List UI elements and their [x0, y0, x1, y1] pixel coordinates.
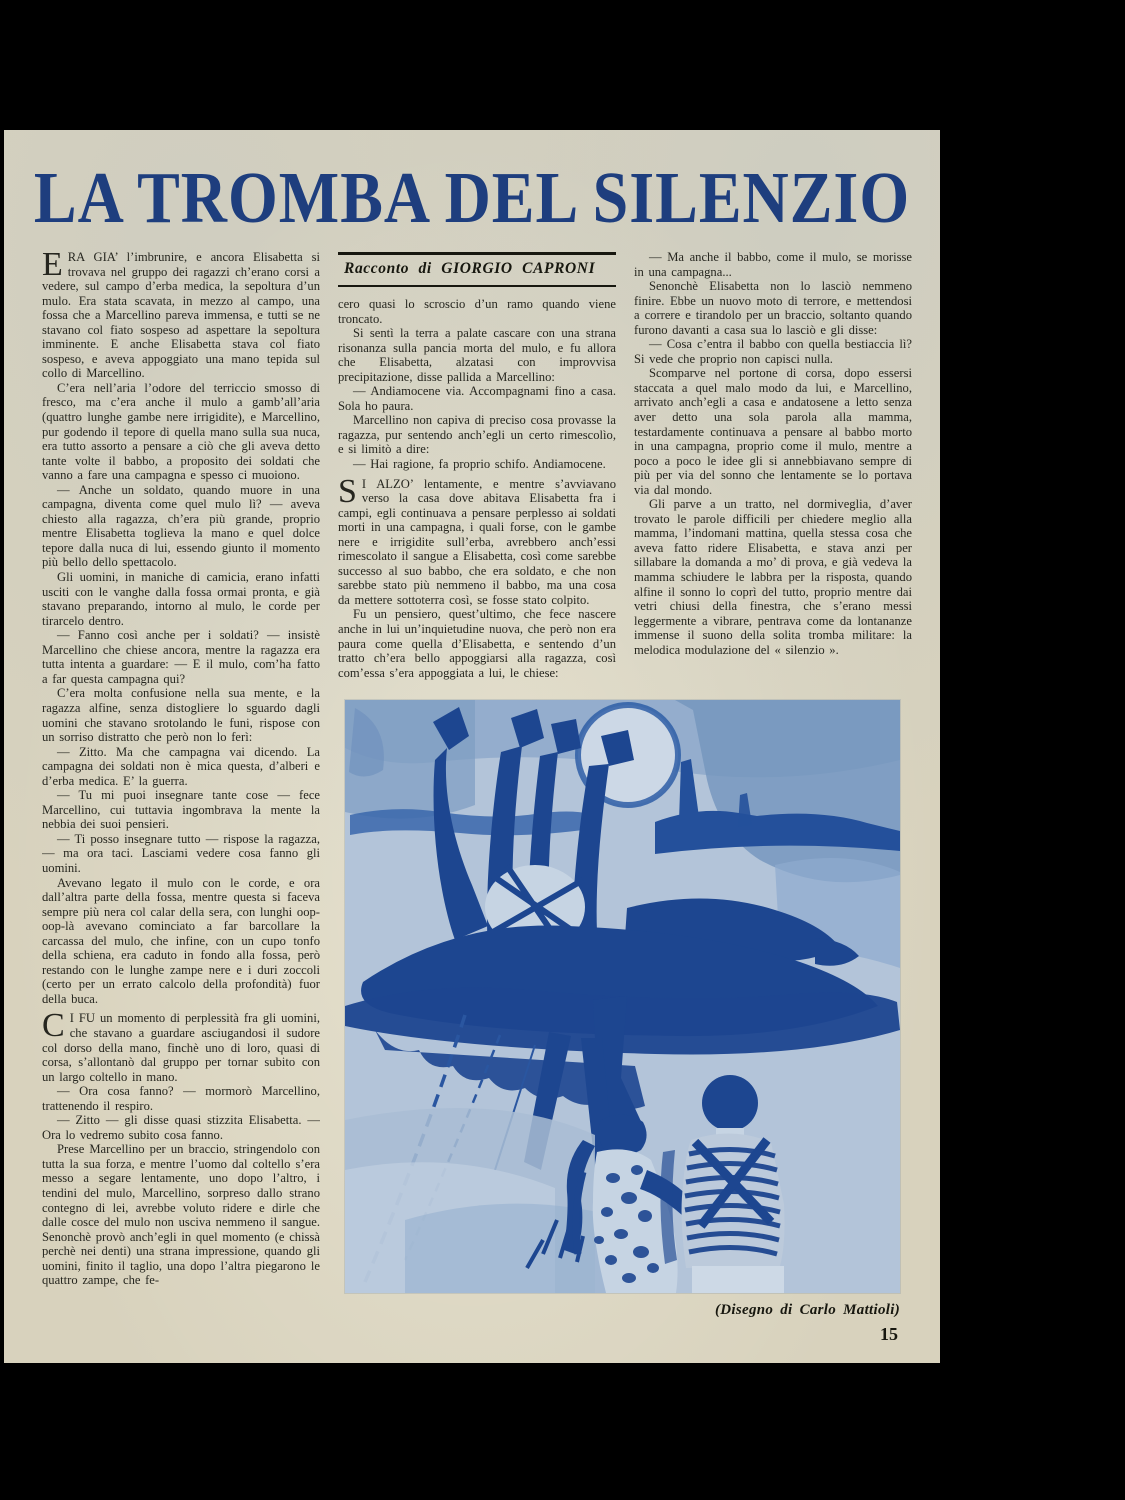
story-paragraph: — Ma anche il babbo, come il mulo, se morisse in una campagna... [634, 250, 912, 279]
story-paragraph: — Andiamocene via. Accompagnami fino a casa. Sola ho paura. [338, 384, 616, 413]
text-column-2-body [338, 297, 616, 680]
text-column-3 [634, 250, 912, 702]
story-paragraph: Gli uomini, in maniche di camicia, erano infatti usciti con le vanghe dalla fossa ormai pronta, e già stavano preparando, intorno al mulo, le corde per tirarcelo dentro. [42, 570, 320, 628]
magazine-paper [4, 130, 940, 1363]
story-paragraph: — Fanno così anche per i soldati? — insistè Marcellino che chiese ancora, mentre la ragazza era tutta intenta a guardare: — E il mulo, com’ha fatto a far questa campagna qui? [42, 628, 320, 686]
mule-burial-illustration [345, 700, 900, 1293]
drop-cap: S [338, 472, 357, 510]
story-paragraph: Senonchè Elisabetta non lo lasciò nemmeno finire. Ebbe un nuovo moto di terrore, e mettendosi a correre e tirandolo per un braccio, soltanto quando furono davanti a casa sua lo lasciò e gli disse: [634, 279, 912, 337]
page-number: 15 [880, 1324, 898, 1344]
text-column-1 [42, 250, 320, 1320]
text-column-2 [338, 250, 616, 702]
drop-cap: C [42, 1007, 65, 1045]
story-paragraph: C I FU un momento di perplessità fra gli uomini, che stavano a guardare asciugandosi il sudore col dorso della mano, finchè uno di loro, quasi di corsa, s’allontanò dal gruppo per tornar subito con un largo coltello in mano. [42, 1007, 320, 1084]
story-paragraph: Marcellino non capiva di preciso cosa provasse la ragazza, pur sentendo anch’egli un certo rimescolìo, e si limitò a dire: [338, 413, 616, 457]
story-paragraph: Fu un pensiero, quest’ultimo, che fece nascere anche in lui un’inquietudine nuova, che però non era paura come quella d’Elisabetta, e sentendo d’un tratto ch’era bello appoggiarsi alla ragazza, così com’essa s’era appoggiata a lui, le chiese: [338, 607, 616, 680]
story-paragraph: — Ti posso insegnare tutto — rispose la ragazza, — ma ora taci. Lasciami vedere cosa fanno gli uomini. [42, 831, 320, 875]
story-paragraph: C’era molta confusione nella sua mente, e la ragazza alfine, senza distogliere lo sguardo dagli uomini che stavano srotolando le funi, rispose con un sorriso distratto che però non lo ferì: [42, 686, 320, 745]
story-paragraph: — Hai ragione, fa proprio schifo. Andiamocene. [353, 457, 606, 472]
drop-cap: E [42, 250, 63, 283]
illustration-caption: (Disegno di Carlo Mattioli) [714, 1302, 900, 1318]
story-paragraph: Prese Marcellino per un braccio, stringendolo con tutta la sua forza, e mentre l’uomo dal coltello s’era messo a segare lentamente, uno dopo l’altro, i tendini del mulo, Marcellino, sorpreso dallo strano contegno di lei, avrebbe voluto ridere e dirle che dalle cosce del mulo non usciva nemmeno il sangue. Senonchè provò anch’egli in quel momento (e chissà perchè nei denti) una strana impressione, quando gli uomini, finito il taglio, una dopo l’altra piegarono le quattro zampe, che fe- [42, 1142, 320, 1288]
story-paragraph: cero quasi lo scroscio d’un ramo quando viene troncato. [338, 297, 616, 326]
story-paragraph: Gli parve a un tratto, nel dormiveglia, d’aver trovato le parole difficili per chiedere meglio alla mamma, l’indomani mattina, quella stessa cosa che aveva fatto ridere Elisabetta, e stava anzi per sillabare la domanda a mo’ di prova, e già vedeva la mamma schiudere le labbra per la risposta, quando alfine il sonno lo coprì del tutto, proprio mentre dai vetri chiusi della finestra, che s’erano messi leggermente a vibrare, pentrava come da lontananze immense il suono della solita tromba militare: la melodica modulazione del « silenzio ». [634, 497, 912, 657]
story-paragraph: — Cosa c’entra il babbo con quella bestiaccia lì? Si vede che proprio non capisci nulla. [634, 337, 912, 366]
story-paragraph: — Anche un soldato, quando muore in una campagna, diventa come quel mulo lì? — aveva chiesto alla ragazza, ch’era più grande, proprio mentre Elisabetta toglieva la mano e quel dolce tepore dalla nuca di lui, essendo giunto il momento più bello dello spettacolo. [42, 482, 320, 570]
story-paragraph: — Ora cosa fanno? — mormorò Marcellino, trattenendo il respiro. [42, 1084, 320, 1113]
illustration-drawing [345, 700, 900, 1293]
story-paragraph: — Zitto — gli disse quasi stizzita Elisabetta. — Ora lo vedremo subito cosa fanno. [42, 1113, 320, 1142]
story-paragraph: Si sentì la terra a palate cascare con una strana risonanza sulla pancia morta del mulo, e fu allora che Elisabetta, alzatasi con improvvisa precipitazione, disse pallida a Marcellino: [338, 326, 616, 384]
story-paragraph: S I ALZO’ lentamente, e mentre s’avviavano verso la casa dove abitava Elisabetta fra i campi, egli continuava a pensare perplesso ai soldati morti in una campagna, i quali forse, con le gambe nere e irrigidite sull’erba, avrebbero anch’essi rimescolato il sangue a Elisabetta, così come sarebbe successo al suo babbo, che era soldato, e che non sarebbe stato più nemmeno il babbo, ma una cosa da mettere sottoterra così, se fosse stato colpito. [338, 472, 616, 607]
story-paragraph: Scomparve nel portone di corsa, dopo essersi staccata a quel malo modo da lui, e Marcellino, arrivato anch’egli a casa e andatosene a letto senza aver detto una sola parola alla mamma, testardamente continuava a pensare al babbo morto in una campagna, proprio come il mulo, mentre a poco a poco le idee gli si annebbiavano sempre di più per via del sonno che lentamente se lo portava via dal mondo. [634, 366, 912, 497]
story-paragraph: C’era nell’aria l’odore del terriccio smosso di fresco, ma c’era anche il mulo a gamb’all’aria (quattro lunghe gambe nere irrigidite), e Marcellino, pur godendo il tepore di quella mano sulla sua nuca, era tutto assorto a pensare a ciò che gli aveva detto tante volte il babbo, a proposito dei soldati che vanno a fare una campagna e spesso ci muoiono. [42, 380, 320, 483]
story-paragraph: Avevano legato il mulo con le corde, e ora dall’altra parte della fossa, mentre questa si faceva sempre più nera col calar della sera, con lunghi oop-oop-là avevano cominciato a far barcollare la carcassa del mulo, che infine, con un cupo tonfo della schiena, era caduto in fondo alla fossa, però restando con le lunghe zampe nere e i duri zoccoli (certo per un errato calcolo della profondità) fuor della buca. [42, 875, 320, 1006]
story-paragraph: ERA GIA’ l’imbrunire, e ancora Elisabetta si trovava nel gruppo dei ragazzi ch’erano corsi a vedere, sul campo d’erba medica, la sepoltura d’un mulo. Era stata scavata, in mezzo al campo, una fossa che a Marcellino pareva immensa, e tutti se ne stavano col fiato sospeso ad aspettare la sepoltura imminente. E anche Elisabetta stava col fiato sospeso, e aveva appoggiato una mano tepida sul collo di Marcellino. [42, 250, 320, 381]
page-title: LA TROMBA DEL SILENZIO [33, 157, 911, 239]
story-paragraph: — Zitto. Ma che campagna vai dicendo. La campagna dei soldati non è mica questa, d’alberi e d’erba medica. E’ la guerra. [42, 744, 320, 788]
story-paragraph: — Tu mi puoi insegnare tante cose — fece Marcellino, cui tuttavia ingombrava la mente la nebbia dei suoi pensieri. [42, 788, 320, 832]
story-byline: Racconto di GIORGIO CAPRONI [338, 252, 616, 287]
